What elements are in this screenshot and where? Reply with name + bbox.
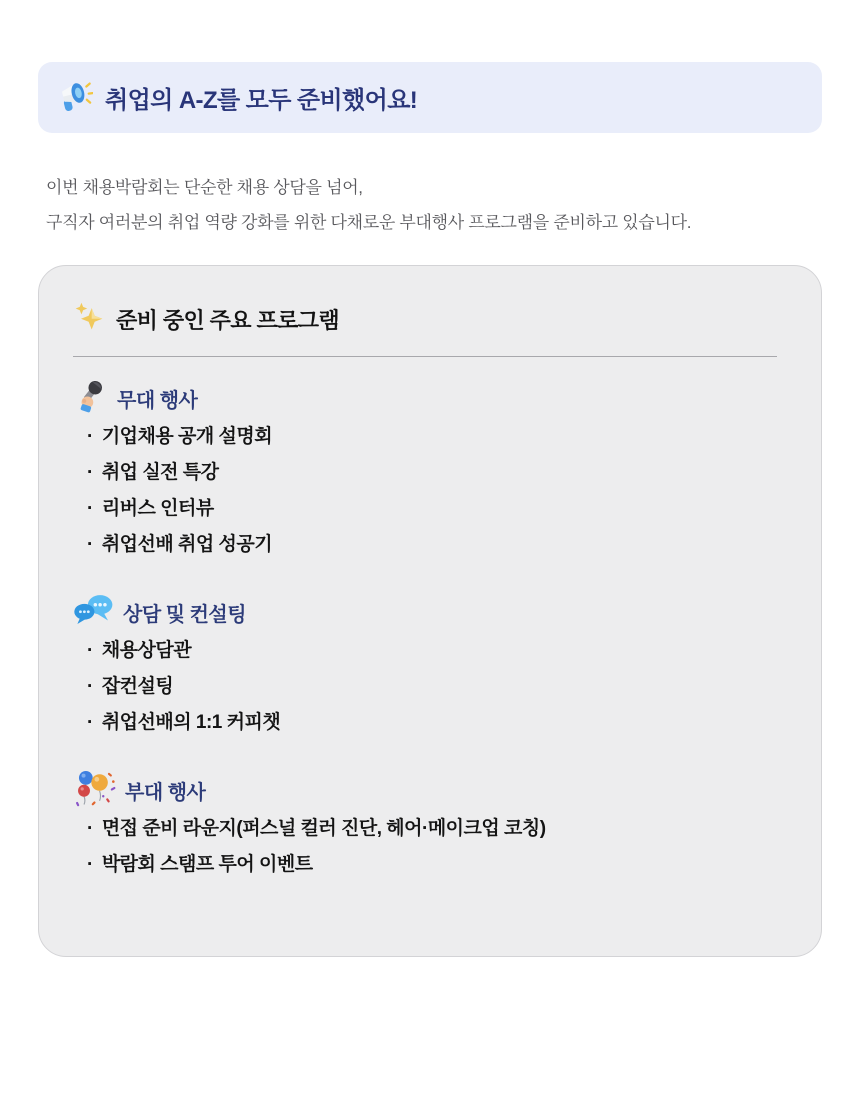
program-item	[87, 491, 787, 527]
program-item-label: 잡컨설팅	[101, 676, 174, 697]
program-item-label: 면접 준비 라운지(퍼스널 컬러 진단, 헤어·메이크업 코칭)	[101, 818, 546, 839]
bullet-dot: ·	[87, 854, 93, 875]
speech-bubbles-icon	[73, 592, 115, 633]
program-item	[87, 419, 787, 455]
program-item-label: 취업 실전 특강	[101, 462, 219, 483]
bullet-dot: ·	[87, 426, 93, 447]
program-card	[38, 265, 822, 957]
microphone-icon	[73, 378, 109, 419]
bullet-dot: ·	[87, 712, 93, 733]
program-item	[87, 847, 787, 883]
program-card-header	[73, 302, 787, 336]
program-item	[87, 455, 787, 491]
section-side-header	[73, 773, 787, 807]
program-card-title: 준비 중인 주요 프로그램	[116, 307, 340, 333]
section-stage-title: 무대 행사	[117, 389, 198, 412]
balloons-confetti-icon	[73, 766, 117, 815]
divider	[73, 356, 777, 357]
sparkles-icon	[73, 301, 105, 338]
program-item-label: 박람회 스탬프 투어 이벤트	[101, 854, 313, 875]
intro-paragraph	[46, 170, 691, 240]
section-counseling	[73, 595, 787, 741]
intro-line-1: 이번 채용박람회는 단순한 채용 상담을 넘어,	[46, 178, 363, 197]
banner	[38, 62, 822, 133]
bullet-dot: ·	[87, 498, 93, 519]
bullet-dot: ·	[87, 534, 93, 555]
side-items	[73, 811, 787, 883]
program-item	[87, 705, 787, 741]
program-item-label: 취업선배 취업 성공기	[101, 534, 273, 555]
bullet-dot: ·	[87, 640, 93, 661]
section-stage-events	[73, 381, 787, 563]
section-counseling-title: 상담 및 컨설팅	[123, 603, 247, 626]
bullet-dot: ·	[87, 676, 93, 697]
intro-line-2: 구직자 여러분의 취업 역량 강화를 위한 다채로운 부대행사 프로그램을 준비하고 있습니다.	[46, 213, 692, 232]
banner-title: 취업의 A-Z를 모두 준비했어요!	[105, 87, 418, 114]
program-item	[87, 633, 787, 669]
section-stage-header	[73, 381, 787, 415]
megaphone-icon	[55, 76, 93, 119]
section-counseling-header	[73, 595, 787, 629]
bullet-dot: ·	[87, 462, 93, 483]
stage-items	[73, 419, 787, 563]
program-item-label: 채용상담관	[101, 640, 192, 661]
program-item-label: 기업채용 공개 설명회	[101, 426, 273, 447]
counseling-items	[73, 633, 787, 741]
program-item	[87, 669, 787, 705]
section-side-events	[73, 773, 787, 883]
bullet-dot: ·	[87, 818, 93, 839]
program-item	[87, 811, 787, 847]
program-item	[87, 527, 787, 563]
program-item-label: 취업선배의 1:1 커피챗	[101, 712, 281, 733]
program-item-label: 리버스 인터뷰	[101, 498, 214, 519]
section-side-title: 부대 행사	[125, 781, 206, 804]
